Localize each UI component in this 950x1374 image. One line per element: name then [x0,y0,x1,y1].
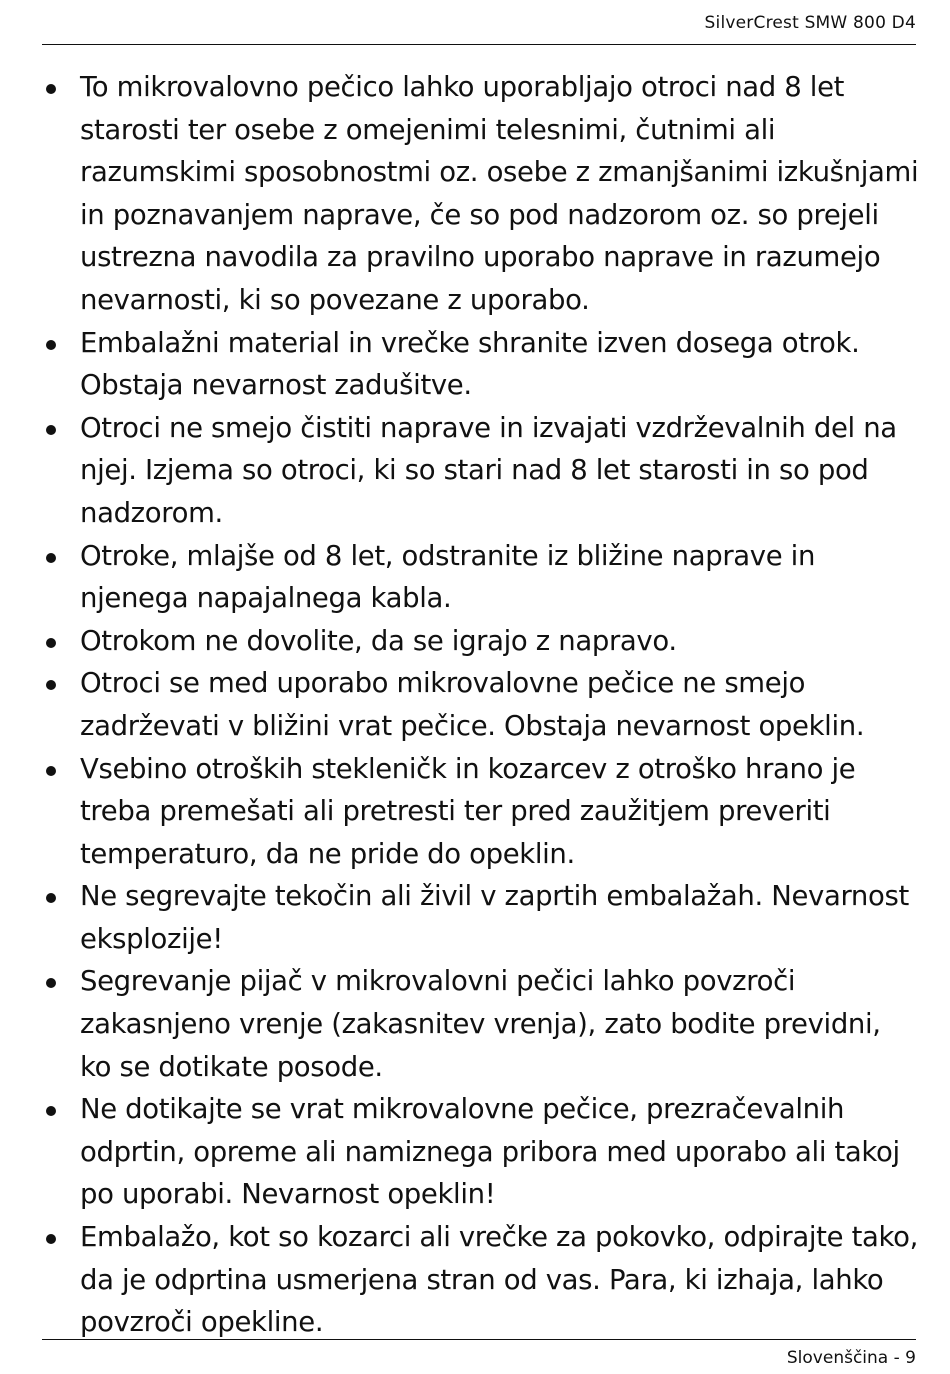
warning-item-3: Otroci ne smejo čistiti naprave in izvajati vzdrževalnih del na njej. Izjema so otroci, ki so stari nad 8 let starosti in so pod nadzorom. [42,407,920,535]
warning-item-7: Vsebino otroških stekleničk in kozarcev z otroško hrano je treba premešati ali pretresti ter pred zaužitjem preveriti temperaturo, da ne pride do opeklin. [42,748,920,876]
warning-item-1: To mikrovalovno pečico lahko uporabljajo otroci nad 8 let starosti ter osebe z omejenimi telesnimi, čutnimi ali razumskimi sposobnostmi oz. osebe z zmanjšanimi izkušnjami in poznavanjem naprave, če so pod nadzorom oz. so prejeli ustrezna navodila za pravilno uporabo naprave in razumejo nevarnosti, ki so povezane z uporabo. [42,66,920,322]
footer-language: Slovenščina [786,1348,889,1368]
page-footer [42,1339,916,1368]
footer-separator: - [893,1348,900,1368]
safety-warning-list [42,66,920,1344]
warning-item-4: Otroke, mlajše od 8 let, odstranite iz bližine naprave in njenega napajalnega kabla. [42,535,920,620]
warning-item-2: Embalažni material in vrečke shranite izven dosega otrok. Obstaja nevarnost zadušitve. [42,322,920,407]
product-title: SilverCrest SMW 800 D4 [704,13,916,33]
warning-item-11: Embalažo, kot so kozarci ali vrečke za pokovko, odpirajte tako, da je odprtina usmerjena stran od vas. Para, ki izhaja, lahko povzroči opekline. [42,1216,920,1344]
warning-item-5: Otrokom ne dovolite, da se igrajo z napravo. [42,620,920,663]
warning-item-10: Ne dotikajte se vrat mikrovalovne pečice, prezračevalnih odprtin, opreme ali namiznega pribora med uporabo ali takoj po uporabi. Nevarnost opeklin! [42,1088,920,1216]
page-footer-label [787,1348,916,1368]
footer-page-number: 9 [905,1348,916,1368]
page-content [42,66,920,1344]
warning-item-8: Ne segrevajte tekočin ali živil v zaprtih embalažah. Nevarnost eksplozije! [42,875,920,960]
warning-item-9: Segrevanje pijač v mikrovalovni pečici lahko povzroči zakasnjeno vrenje (zakasnitev vrenja), zato bodite previdni, ko se dotikate posode. [42,960,920,1088]
page-header [42,0,916,45]
warning-item-6: Otroci se med uporabo mikrovalovne pečice ne smejo zadrževati v bližini vrat pečice. Obstaja nevarnost opeklin. [42,662,920,747]
